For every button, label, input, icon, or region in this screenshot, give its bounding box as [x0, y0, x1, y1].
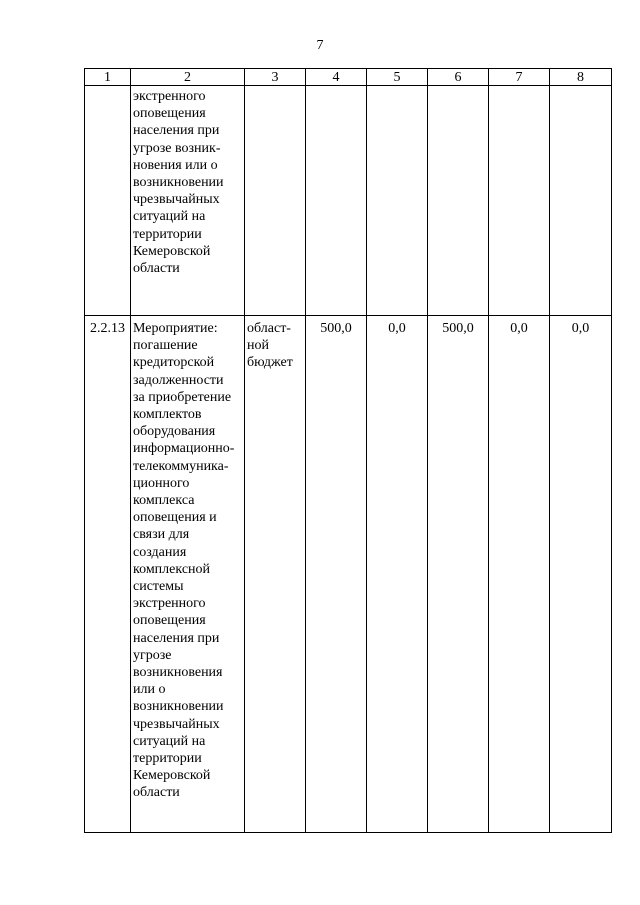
description-line: экстренного	[133, 596, 206, 612]
description-line: ситуаций на	[133, 209, 206, 225]
cell-funding-source	[245, 316, 306, 833]
description-line: Мероприятие:	[133, 321, 218, 336]
cell-value-col8	[550, 86, 612, 316]
description-line: чрезвычайных	[133, 716, 220, 732]
cell-description	[131, 316, 245, 833]
description-line: оборудования	[133, 424, 216, 440]
cell-value-col7: 0,0	[489, 316, 550, 833]
table-header-row	[85, 69, 612, 86]
description-line: возникновения	[133, 665, 223, 681]
description-line: кредиторской	[133, 355, 215, 371]
header-cell-2: 2	[131, 69, 245, 86]
cell-value-col5: 0,0	[367, 316, 428, 833]
header-cell-8: 8	[550, 69, 612, 86]
description-line: Кемеровской	[133, 768, 211, 784]
description-line: области	[133, 261, 180, 277]
description-line: создания	[133, 544, 187, 560]
header-cell-1: 1	[85, 69, 131, 86]
description-line: за приобретение	[133, 389, 232, 405]
description-line: комплексной	[133, 561, 211, 577]
header-cell-3: 3	[245, 69, 306, 86]
cell-value-col8: 0,0	[550, 316, 612, 833]
description-line: ситуаций на	[133, 733, 206, 749]
description-line: экстренного	[133, 89, 206, 104]
cell-funding-source	[245, 86, 306, 316]
table-row-continuation	[85, 86, 612, 316]
cell-description	[131, 86, 245, 316]
header-cell-6: 6	[428, 69, 489, 86]
cell-value-col4	[306, 86, 367, 316]
funding-source-line: ной	[247, 338, 269, 354]
description-line: территории	[133, 226, 202, 242]
description-line: комплекса	[133, 493, 195, 509]
table-row-2-2-13	[85, 316, 612, 833]
header-cell-5: 5	[367, 69, 428, 86]
cell-value-col6: 500,0	[428, 316, 489, 833]
description-line: области	[133, 785, 180, 801]
description-line: возникновении	[133, 699, 224, 715]
description-line: чрезвычайных	[133, 192, 220, 208]
cell-number	[85, 86, 131, 316]
description-line: телекоммуника-	[133, 458, 229, 474]
cell-value-col5	[367, 86, 428, 316]
description-line: погашение	[133, 338, 198, 354]
description-line: угрозе возник-	[133, 140, 221, 156]
cell-value-col4: 500,0	[306, 316, 367, 833]
cell-value-col7	[489, 86, 550, 316]
description-line: угрозе	[133, 647, 172, 663]
description-line: оповещения	[133, 613, 206, 629]
description-line: оповещения	[133, 106, 206, 122]
description-line: населения при	[133, 630, 220, 646]
cell-value-col6	[428, 86, 489, 316]
description-line: ционного	[133, 475, 190, 491]
description-line: комплектов	[133, 407, 202, 423]
description-line: или о	[133, 682, 166, 698]
description-line: возникновении	[133, 175, 224, 191]
description-line: информационно-	[133, 441, 235, 457]
description-line: системы	[133, 579, 184, 595]
page-number: 7	[316, 38, 324, 53]
description-line: оповещения и	[133, 510, 217, 526]
cell-item-number: 2.2.13	[85, 316, 131, 833]
description-line: Кемеровской	[133, 243, 211, 259]
document-table	[84, 68, 612, 833]
description-line: задолженности	[133, 372, 224, 388]
description-line: новения или о	[133, 157, 218, 173]
description-line: связи для	[133, 527, 190, 543]
description-line: населения при	[133, 123, 220, 139]
funding-source-line: бюджет	[247, 355, 293, 371]
header-cell-7: 7	[489, 69, 550, 86]
funding-source-line: област-	[247, 321, 291, 336]
header-cell-4: 4	[306, 69, 367, 86]
description-line: территории	[133, 751, 202, 767]
